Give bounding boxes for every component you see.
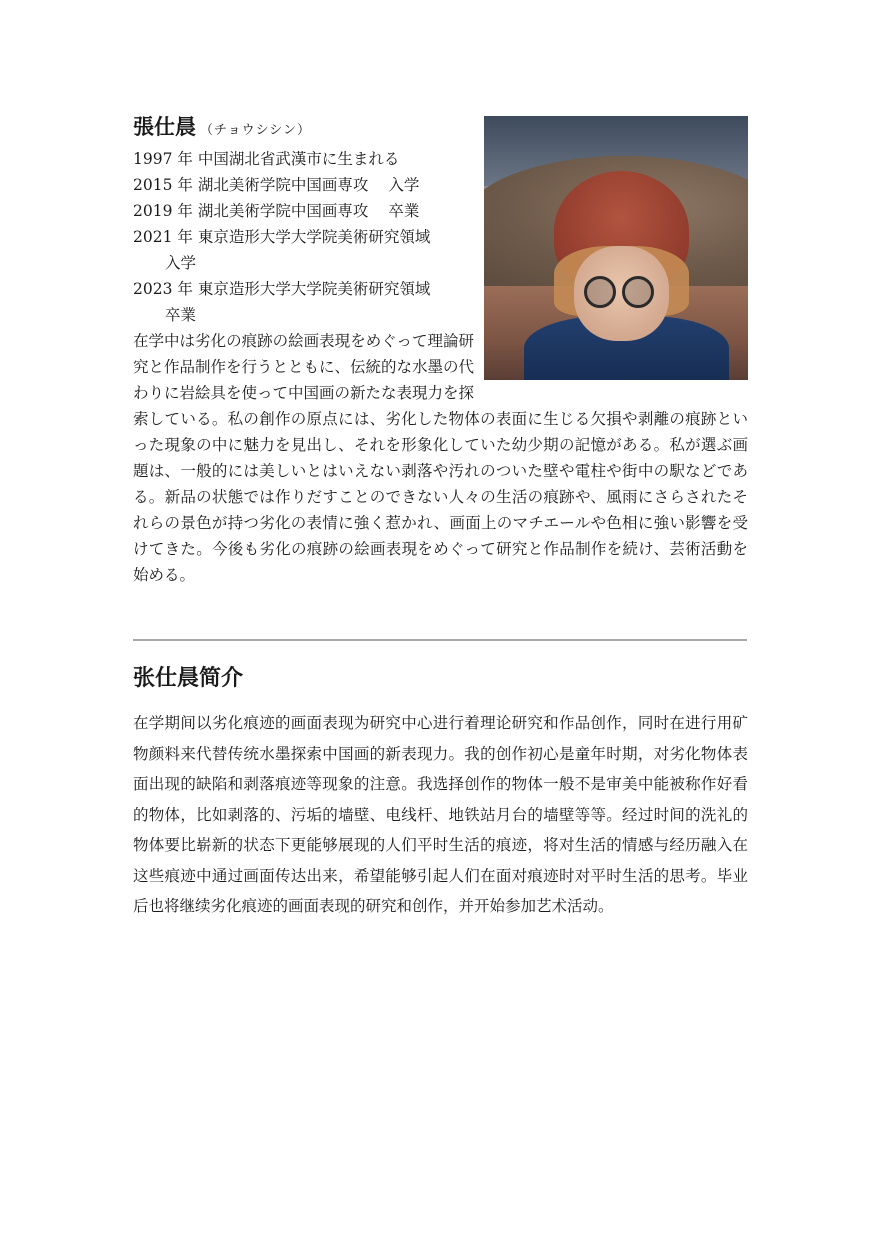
timeline-year: 2019 年 xyxy=(133,202,193,220)
timeline-year: 2021 年 xyxy=(133,228,193,246)
timeline-year: 2023 年 xyxy=(133,280,193,298)
timeline-text: 東京造形大学大学院美術研究領域 xyxy=(197,280,431,298)
timeline-year: 1997 年 xyxy=(133,150,193,168)
chinese-artist-statement: 在学期间以劣化痕迹的画面表现为研究中心进行着理论研究和作品创作，同时在进行用矿物颜料来代替传统水墨探索中国画的新表现力。我的创作初心是童年时期，对劣化物体表面出现的缺陷和剥落痕迹等现象的注意。我选择创作的物体一般不是审美中能被称作好看的物体，比如剥落的、污垢的墙壁、电线杆、地铁站月台的墙壁等等。经过时间的洗礼的物体要比崭新的状态下更能够展现的人们平时生活的痕迹，将对生活的情感与经历融入在这些痕迹中通过画面传达出来，希望能够引起人们在面对痕迹时对平时生活的思考。毕业后也将继续劣化痕迹的画面表现的研究和创作，并开始参加艺术活动。 xyxy=(133,714,748,915)
japanese-profile-section xyxy=(133,112,748,588)
timeline-text: 中国湖北省武漢市に生まれる xyxy=(197,150,400,168)
chinese-profile-section xyxy=(133,660,748,922)
artist-name: 張仕晨 xyxy=(133,114,196,139)
timeline-continuation: 入学 xyxy=(165,254,197,272)
artist-name-reading: （チョウシシン） xyxy=(200,123,311,138)
timeline-text: 東京造形大学大学院美術研究領域 xyxy=(197,228,431,246)
timeline-tail: 入学 xyxy=(388,176,420,194)
timeline-text: 湖北美術学院中国画専攻 xyxy=(197,202,369,220)
japanese-artist-statement: 在学中は劣化の痕跡の絵画表現をめぐって理論研究と作品制作を行うとともに、伝統的な水墨の代わりに岩絵具を使って中国画の新たな表現力を探索している。私の創作の原点には、劣化した物体の表面に生じる欠損や剥離の痕跡といった現象の中に魅力を見出し、それを形象化していた幼少期の記憶がある。私が選ぶ画題は、一般的には美しいとはいえない剥落や汚れのついた壁や電柱や街中の駅などである。新品の状態では作りだすことのできない人々の生活の痕跡や、風雨にさらされたそれらの景色が持つ劣化の表情に強く惹かれ、画面上のマチエールや色相に強い影響を受けてきた。今後も劣化の痕跡の絵画表現をめぐって研究と作品制作を続け、芸術活動を始める。 xyxy=(133,332,748,584)
timeline-text: 湖北美術学院中国画専攻 xyxy=(197,176,369,194)
chinese-profile-title: 张仕晨简介 xyxy=(133,665,244,691)
timeline-tail: 卒業 xyxy=(388,202,420,220)
artist-portrait-photo xyxy=(484,116,748,380)
section-divider xyxy=(133,639,747,641)
timeline-continuation: 卒業 xyxy=(165,306,197,324)
timeline-year: 2015 年 xyxy=(133,176,193,194)
